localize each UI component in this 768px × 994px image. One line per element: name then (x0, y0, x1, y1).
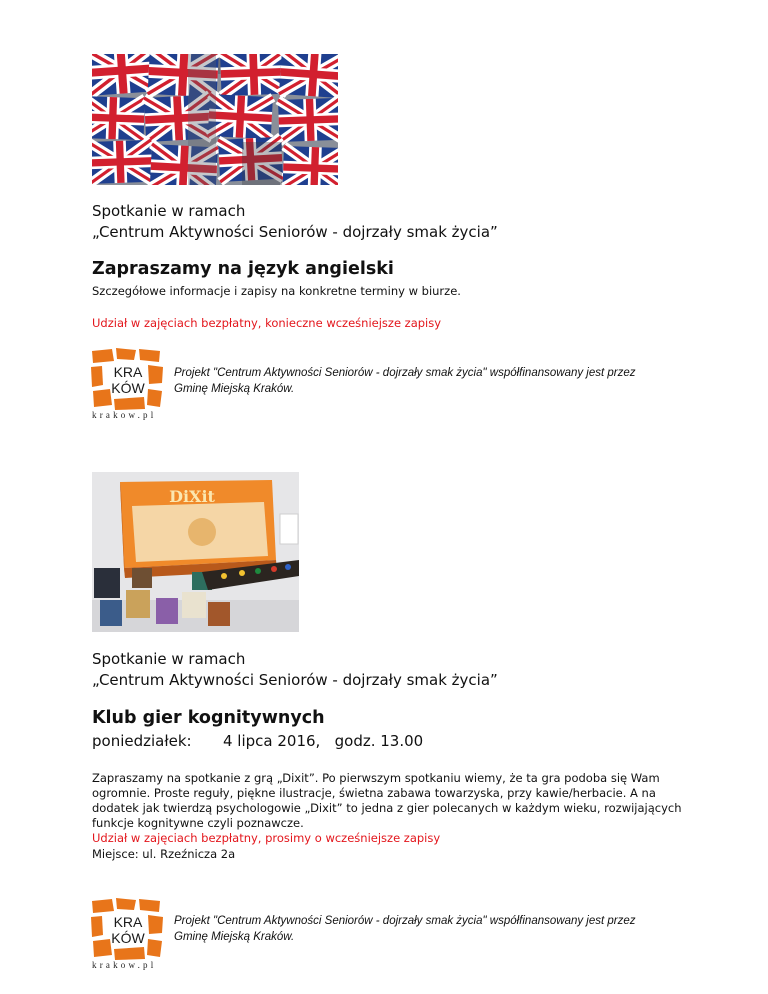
game-box-title: DiXit (169, 487, 215, 506)
union-jack-flags-photo (92, 54, 338, 185)
funding-line2: Gminę Miejską Kraków. (174, 931, 295, 943)
section2-heading: Klub gier kognitywnych (92, 708, 325, 728)
section2-lead-line2: „Centrum Aktywności Seniorów - dojrzały smak życia” (92, 671, 498, 689)
section2-date-time: 4 lipca 2016, godz. 13.00 (223, 732, 424, 750)
section1-notice: Udział w zajęciach bezpłatny, konieczne wcześniejsze zapisy (92, 316, 442, 330)
logo-top-text: KRA (113, 914, 143, 930)
logo-bottom-text: KÓW (111, 930, 145, 946)
dixit-game-photo (92, 472, 299, 632)
section1-lead-line2: „Centrum Aktywności Seniorów - dojrzały smak życia” (92, 223, 498, 241)
logo-caption: krakow.pl (92, 960, 157, 970)
section2-body-line3: dodatek jak twierdzą psychologowie „Dixit” to jedna z gier polecanych w każdym wieku, rozwijających (92, 801, 682, 815)
section1-details: Szczegółowe informacje i zapisy na konkretne terminy w biurze. (92, 284, 461, 298)
section2-body-line4: funkcje kognitywne czyli poznawcze. (92, 816, 304, 830)
section2-body-line2: ogromnie. Proste reguły, piękne ilustracje, świetna zabawa towarzyska, przy kawie/herbacie. A na (92, 786, 656, 800)
section2-place: Miejsce: ul. Rzeźnicza 2a (92, 847, 236, 861)
section2-lead-line1: Spotkanie w ramach (92, 650, 246, 668)
logo-top-text: KRA (113, 364, 143, 380)
section2-day-label: poniedziałek: (92, 732, 192, 750)
logo-caption: krakow.pl (92, 410, 157, 420)
section2-notice: Udział w zajęciach bezpłatny, prosimy o wcześniejsze zapisy (92, 831, 441, 845)
krakow-logo (90, 347, 165, 427)
krakow-logo (90, 897, 165, 977)
section1-heading: Zapraszamy na język angielski (92, 259, 394, 279)
section2-body-line1: Zapraszamy na spotkanie z grą „Dixit”. Po pierwszym spotkaniu wiemy, że ta gra podoba się Wam (92, 771, 660, 785)
funding-line2: Gminę Miejską Kraków. (174, 383, 295, 395)
funding-line1: Projekt "Centrum Aktywności Seniorów - dojrzały smak życia" współfinansowany jest przez (174, 367, 636, 379)
section1-lead-line1: Spotkanie w ramach (92, 202, 246, 220)
funding-line1: Projekt "Centrum Aktywności Seniorów - dojrzały smak życia" współfinansowany jest przez (174, 915, 636, 927)
logo-bottom-text: KÓW (111, 380, 145, 396)
